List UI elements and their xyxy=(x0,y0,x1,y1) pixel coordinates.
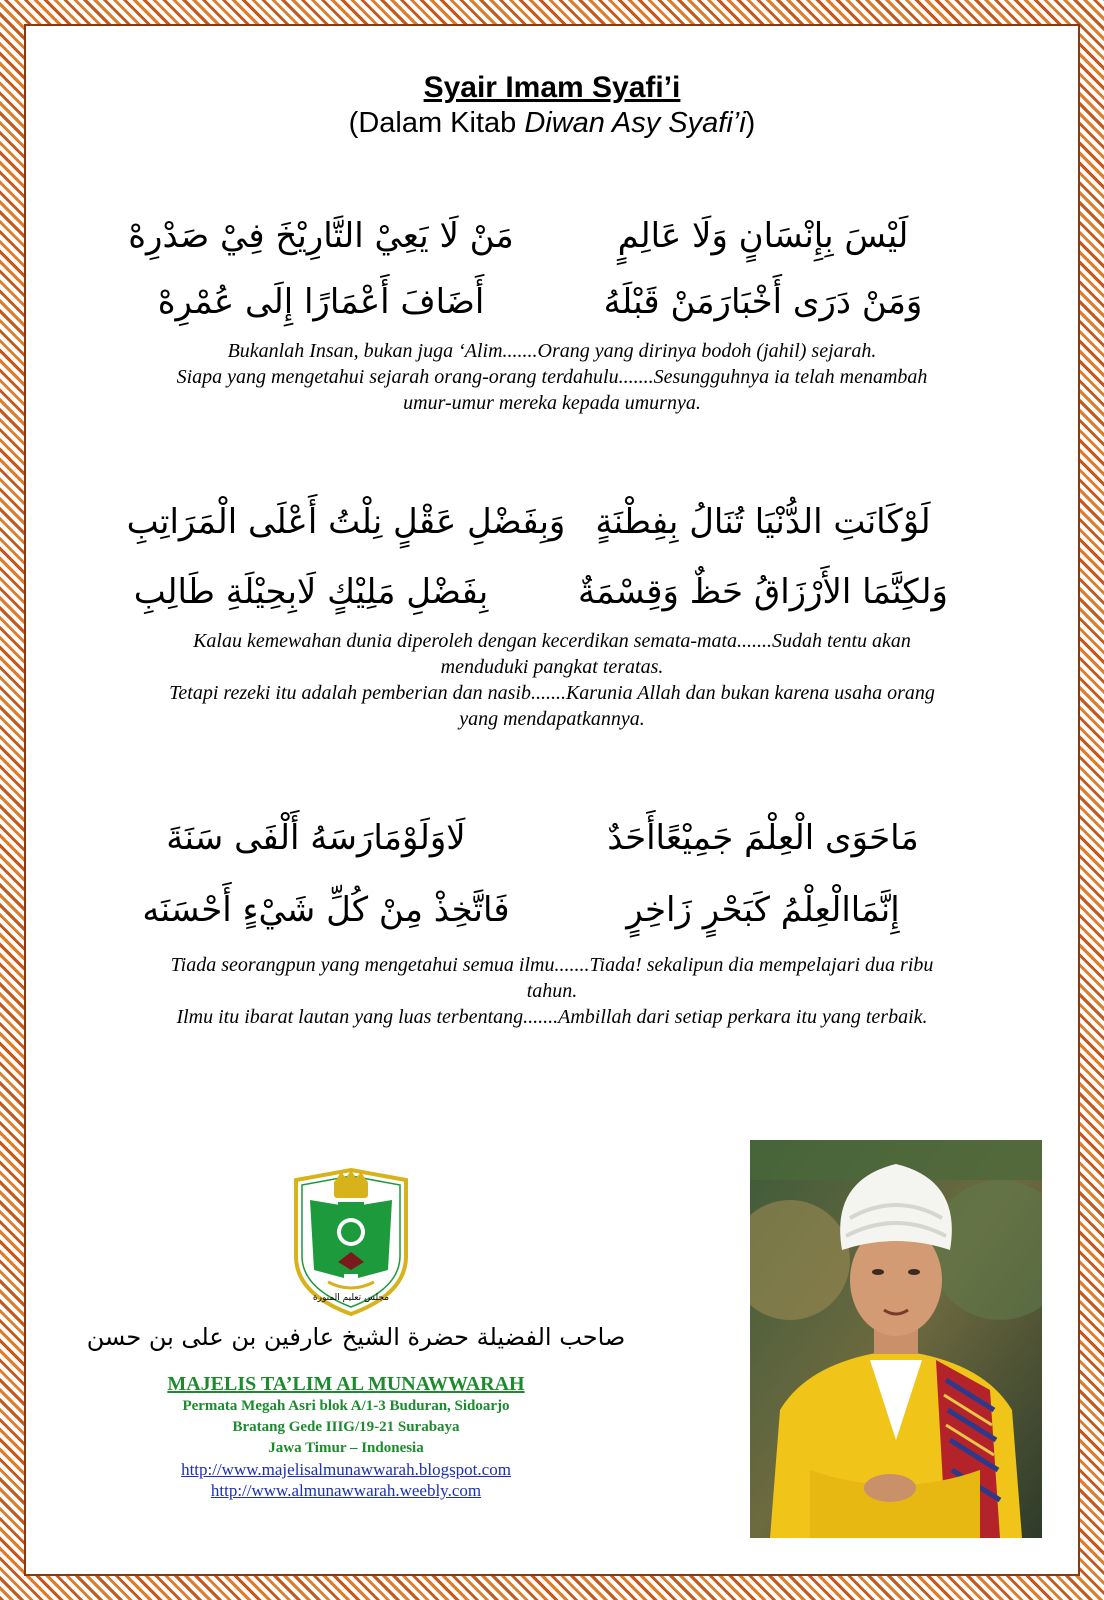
arabic-verse: مَاحَوَى الْعِلْمَ جَمِيْعًاأَحَدٌ xyxy=(607,818,919,858)
arabic-verse: أَضَافَ أَعْمَارًا إِلَى عُمْرِهْ xyxy=(157,282,485,322)
arabic-verse: فَاتَّخِذْ مِنْ كُلِّ شَيْءٍ أَحْسَنَه xyxy=(142,890,510,930)
blogspot-link[interactable]: http://www.majelisalmunawwarah.blogspot.com xyxy=(181,1460,511,1479)
organization-address xyxy=(126,1372,566,1501)
verse-translation xyxy=(26,952,1078,1030)
translation-line: Bukanlah Insan, bukan juga ‘Alim.......Orang yang dirinya bodoh (jahil) sejarah. xyxy=(227,340,877,362)
subtitle-prefix: (Dalam Kitab xyxy=(348,107,525,139)
translation-line: Ilmu itu ibarat lautan yang luas terbentang.......Ambillah dari setiap perkara itu yang terbaik. xyxy=(176,1006,928,1028)
stanza-3 xyxy=(26,808,1078,1030)
arabic-verse: إِنَّمَاالْعِلْمُ كَبَحْرٍ زَاخِرٍ xyxy=(626,890,900,930)
majelis-logo xyxy=(288,1166,414,1318)
translation-line: Siapa yang mengetahui sejarah orang-orang terdahulu.......Sesungguhnya ia telah menambah xyxy=(176,366,928,388)
translation-line: tahun. xyxy=(526,980,578,1002)
verse-translation xyxy=(26,338,1078,416)
arabic-verse: وَبِفَضْلِ عَقْلٍ نِلْتُ أَعْلَى الْمَرَاتِبِ xyxy=(126,502,566,542)
arabic-verse: وَلكِنَّمَا الأَرْزَاقُ حَظٌ وَقِسْمَةٌ xyxy=(578,572,948,612)
arabic-verse: وَمَنْ دَرَى أَخْبَارَمَنْ قَبْلَهُ xyxy=(603,282,923,322)
sheikh-portrait-photo xyxy=(750,1140,1042,1538)
translation-line: yang mendapatkannya. xyxy=(459,708,645,730)
stanza-2 xyxy=(26,492,1078,732)
translation-line: Tiada seorangpun yang mengetahui semua ilmu.......Tiada! sekalipun dia mempelajari dua ribu xyxy=(170,954,934,976)
arabic-verse: لَيْسَ بِإِنْسَانٍ وَلَا عَالِمٍ xyxy=(617,216,909,256)
arabic-verse: لَاوَلَوْمَارَسَهُ أَلْفَى سَنَةَ xyxy=(166,818,466,858)
address-line: Bratang Gede IIIG/19-21 Surabaya xyxy=(232,1419,460,1435)
verse-translation xyxy=(26,628,1078,732)
weebly-link[interactable]: http://www.almunawwarah.weebly.com xyxy=(210,1481,482,1500)
page-subtitle xyxy=(26,106,1078,140)
subtitle-suffix: ) xyxy=(745,107,756,139)
subtitle-book-name: Diwan Asy Syafi’i xyxy=(524,107,746,139)
stanza-1 xyxy=(26,206,1078,416)
address-line: Jawa Timur – Indonesia xyxy=(268,1440,424,1456)
translation-line: umur-umur mereka kepada umurnya. xyxy=(403,392,701,414)
organization-name: MAJELIS TA’LIM AL MUNAWWARAH xyxy=(167,1373,525,1395)
translation-line: Tetapi rezeki itu adalah pemberian dan nasib.......Karunia Allah dan bukan karena usaha orang xyxy=(169,682,935,704)
sheikh-name: صاحب الفضيلة حضرة الشيخ عارفين بن على بن حسن xyxy=(86,1323,626,1351)
arabic-verse: لَوْكَانَتِ الدُّنْيَا تُنَالُ بِفِطْنَةٍ xyxy=(595,502,931,542)
address-line: Permata Megah Asri blok A/1-3 Buduran, Sidoarjo xyxy=(182,1398,510,1414)
arabic-verse: مَنْ لَا يَعِيْ التَّارِيْخَ فِيْ صَدْرِهْ xyxy=(128,216,514,256)
translation-line: Kalau kemewahan dunia diperoleh dengan kecerdikan semata-mata.......Sudah tentu akan xyxy=(193,630,911,652)
translation-line: menduduki pangkat teratas. xyxy=(440,656,664,678)
page-title: Syair Imam Syafi’i xyxy=(423,71,681,104)
poster-content xyxy=(26,26,1078,1574)
title-block xyxy=(26,70,1078,140)
arabic-verse: بِفَضْلِ مَلِيْكٍ لَابِحِيْلَةِ طَالِبِ xyxy=(133,572,489,612)
logo-caption: مجلس تعليم المنورة xyxy=(312,1293,390,1303)
